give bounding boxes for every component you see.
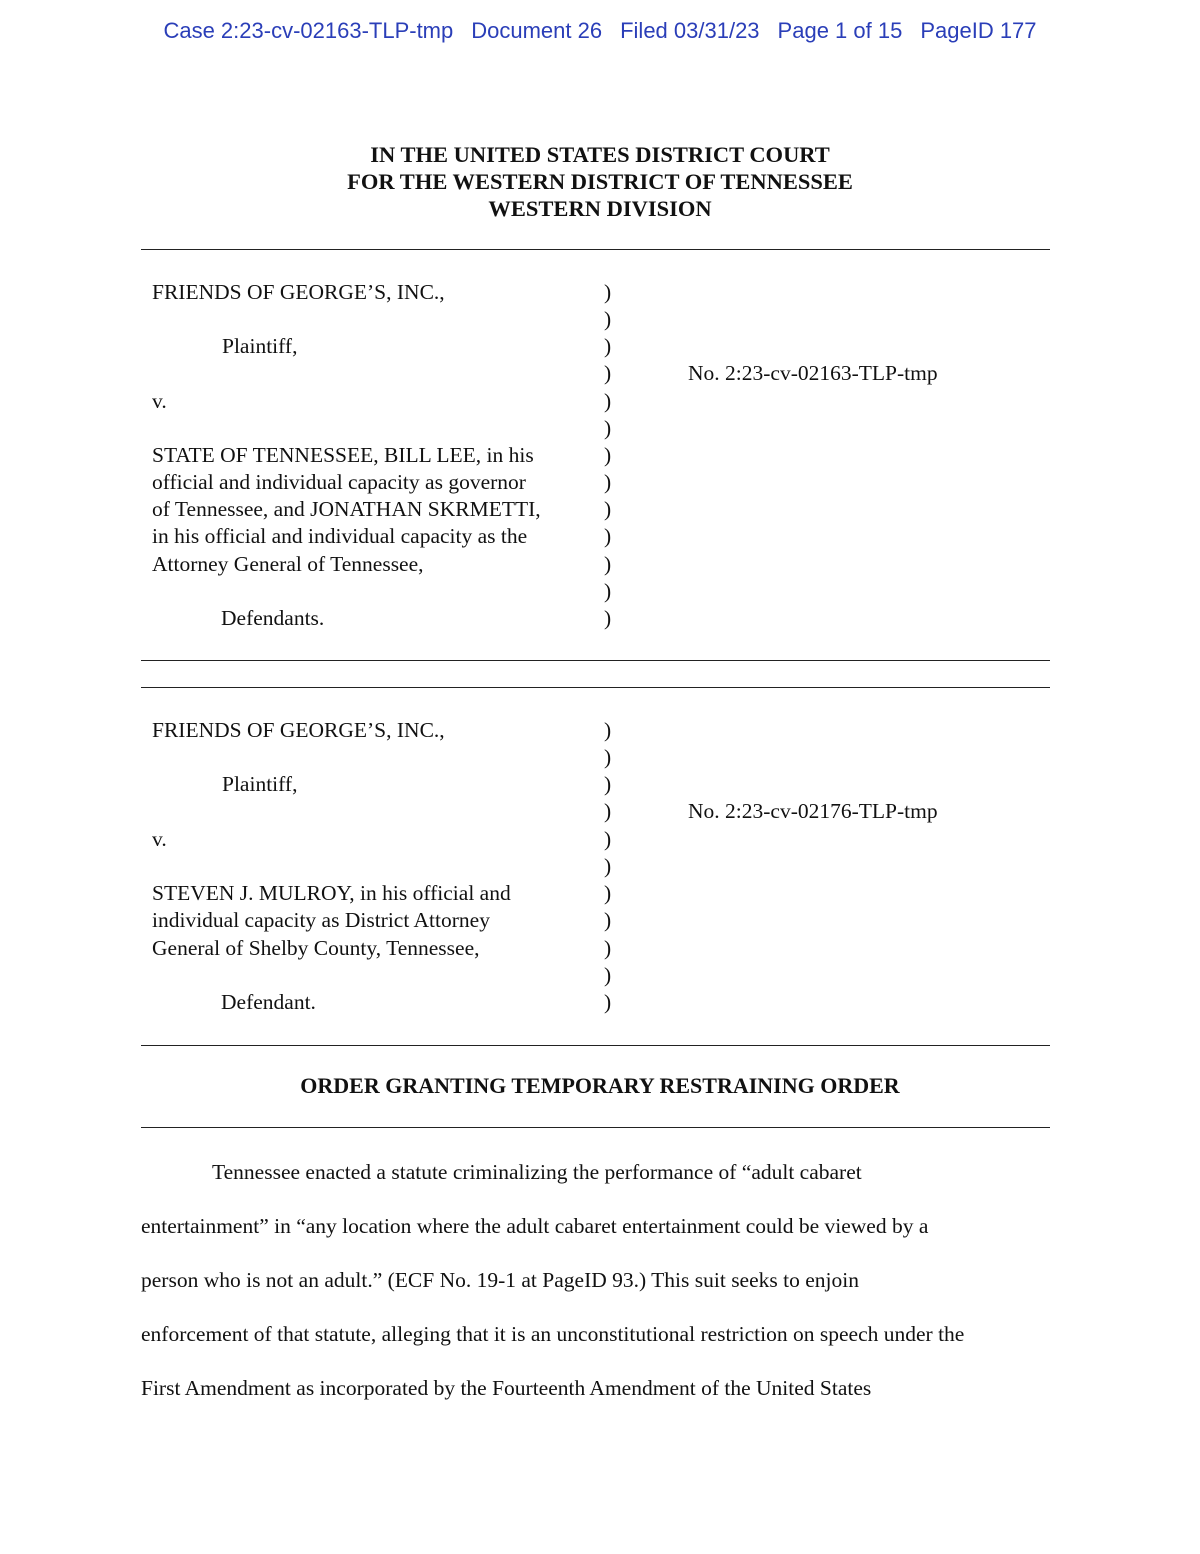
caption-paren: ) — [604, 470, 612, 494]
court-title — [0, 141, 1200, 222]
defendants-line: Attorney General of Tennessee, — [152, 552, 424, 576]
caption-paren: ) — [604, 280, 612, 304]
divider — [141, 687, 1050, 688]
court-title-line-3: WESTERN DIVISION — [488, 196, 712, 221]
caption-paren: ) — [604, 718, 612, 742]
defendants-line: in his official and individual capacity as the — [152, 524, 528, 548]
plaintiff-role: Plaintiff, — [222, 334, 298, 358]
plaintiff-role: Plaintiff, — [222, 772, 298, 796]
body-line: entertainment” in “any location where the adult cabaret entertainment could be viewed by a — [141, 1214, 929, 1238]
caption-paren: ) — [604, 524, 612, 548]
case-number-header: Case 2:23-cv-02163-TLP-tmp — [163, 18, 454, 43]
page-id: PageID 177 — [920, 18, 1037, 43]
caption-paren: ) — [604, 361, 612, 385]
ecf-filing-header — [0, 18, 1200, 44]
caption-paren: ) — [604, 936, 612, 960]
body-line: Tennessee enacted a statute criminalizing the performance of “adult cabaret — [212, 1160, 862, 1184]
plaintiff-name: FRIENDS OF GEORGE’S, INC., — [152, 280, 445, 304]
page-count: Page 1 of 15 — [777, 18, 903, 43]
defendants-line: of Tennessee, and JONATHAN SKRMETTI, — [152, 497, 541, 521]
defendant-role: Defendants. — [221, 606, 325, 630]
defendants-line: STATE OF TENNESSEE, BILL LEE, in his — [152, 443, 534, 467]
versus: v. — [152, 827, 167, 851]
caption-paren: ) — [604, 334, 612, 358]
document-number: Document 26 — [471, 18, 603, 43]
body-line: First Amendment as incorporated by the Fourteenth Amendment of the United States — [141, 1376, 872, 1400]
caption-paren: ) — [604, 579, 612, 603]
body-line: person who is not an adult.” (ECF No. 19-1 at PageID 93.) This suit seeks to enjoin — [141, 1268, 859, 1292]
defendants-line: STEVEN J. MULROY, in his official and — [152, 881, 511, 905]
caption-paren: ) — [604, 497, 612, 521]
caption-paren: ) — [604, 552, 612, 576]
divider — [141, 660, 1050, 661]
case-number: No. 2:23-cv-02176-TLP-tmp — [688, 799, 938, 823]
caption-paren: ) — [604, 416, 612, 440]
caption-paren: ) — [604, 389, 612, 413]
versus: v. — [152, 389, 167, 413]
defendants-line: General of Shelby County, Tennessee, — [152, 936, 480, 960]
plaintiff-name: FRIENDS OF GEORGE’S, INC., — [152, 718, 445, 742]
caption-paren: ) — [604, 772, 612, 796]
defendants-line: official and individual capacity as governor — [152, 470, 526, 494]
caption-paren: ) — [604, 606, 612, 630]
divider — [141, 249, 1050, 250]
order-title: ORDER GRANTING TEMPORARY RESTRAINING ORDER — [300, 1073, 900, 1098]
caption-paren: ) — [604, 745, 612, 769]
caption-paren: ) — [604, 854, 612, 878]
caption-paren: ) — [604, 908, 612, 932]
case-number: No. 2:23-cv-02163-TLP-tmp — [688, 361, 938, 385]
court-title-line-1: IN THE UNITED STATES DISTRICT COURT — [370, 142, 830, 167]
filed-date: Filed 03/31/23 — [620, 18, 760, 43]
court-title-line-2: FOR THE WESTERN DISTRICT OF TENNESSEE — [347, 169, 853, 194]
caption-paren: ) — [604, 799, 612, 823]
divider — [141, 1127, 1050, 1128]
defendant-role: Defendant. — [221, 990, 316, 1014]
defendants-line: individual capacity as District Attorney — [152, 908, 490, 932]
caption-paren: ) — [604, 307, 612, 331]
caption-paren: ) — [604, 827, 612, 851]
caption-paren: ) — [604, 963, 612, 987]
caption-paren: ) — [604, 990, 612, 1014]
caption-paren: ) — [604, 443, 612, 467]
divider — [141, 1045, 1050, 1046]
body-line: enforcement of that statute, alleging that it is an unconstitutional restriction on speech under the — [141, 1322, 965, 1346]
caption-paren: ) — [604, 881, 612, 905]
